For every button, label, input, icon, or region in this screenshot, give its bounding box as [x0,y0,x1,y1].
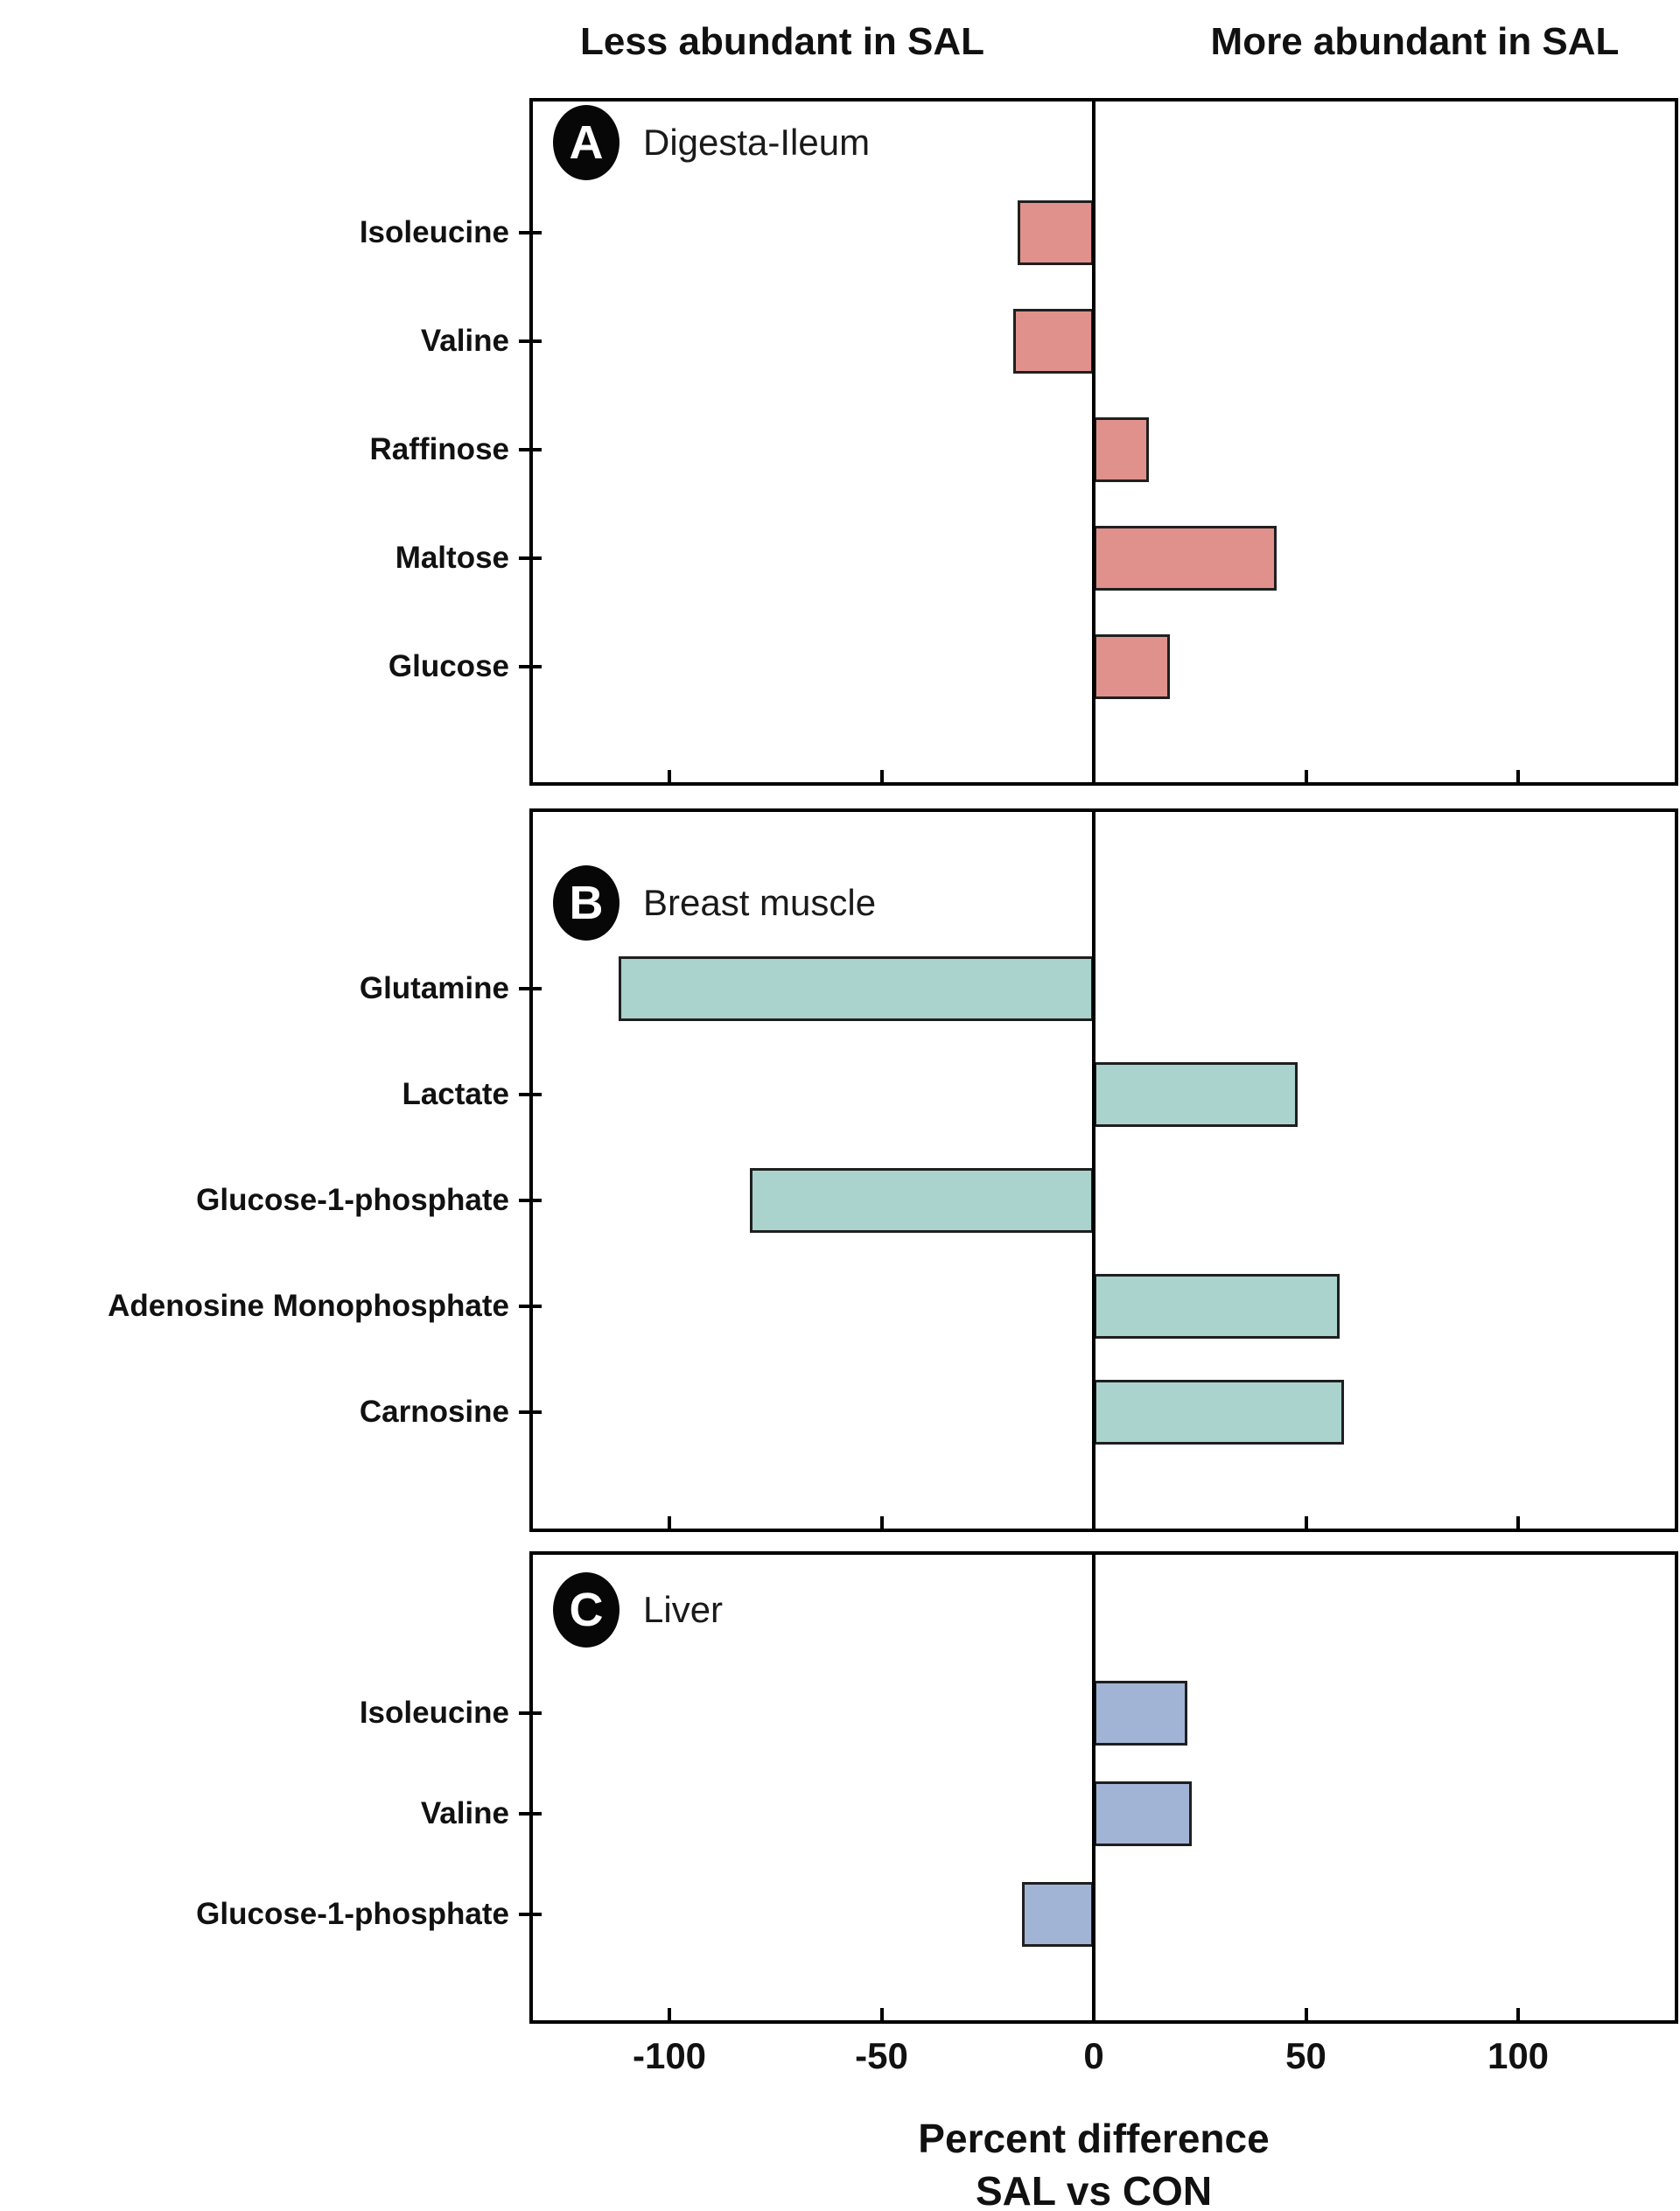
x-axis-tick [1305,1516,1308,1529]
bar [1094,1274,1340,1339]
y-axis-tick [519,1410,542,1414]
category-label: Glucose [388,649,509,683]
bar [1094,1062,1298,1127]
x-axis-title-line1: Percent difference [918,2116,1270,2161]
category-label: Maltose [395,541,509,575]
category-label: Adenosine Monophosphate [108,1289,509,1323]
y-axis-tick [519,1711,542,1715]
y-axis-tick [519,339,542,343]
panel-letter-badge: C [553,1572,620,1648]
y-axis-tick [519,987,542,990]
category-label: Raffinose [369,432,509,466]
bar [1022,1882,1094,1947]
y-axis-tick [519,1812,542,1816]
panel-title: Liver [643,1589,724,1630]
y-axis-tick [519,231,542,234]
x-axis-tick [880,2008,884,2020]
y-axis-tick [519,1913,542,1916]
panel-a-digesta-ileum [529,98,1678,786]
x-tick-label: -100 [632,2035,707,2076]
x-axis-tick [1516,1516,1520,1529]
bar [1018,200,1094,265]
x-axis-title-line2: SAL vs CON [975,2168,1213,2211]
zero-axis-line [1092,101,1096,782]
bar [1094,634,1170,699]
panel-title: Breast muscle [643,882,877,923]
category-label: Glucose-1-phosphate [196,1897,509,1931]
bar [1094,526,1277,591]
x-axis-tick [1305,2008,1308,2020]
x-axis-tick [880,770,884,782]
x-axis-tick [1516,770,1520,782]
panel-letter-badge: A [553,105,620,180]
panel-b-breast-muscle [529,808,1678,1532]
x-tick-label: 50 [1285,2035,1326,2076]
x-axis-tick [668,770,671,782]
category-label: Glutamine [359,971,509,1005]
panel-c-liver [529,1551,1678,2024]
panel-title: Digesta-Ileum [643,122,871,163]
x-tick-label: -50 [855,2035,908,2076]
category-label: Glucose-1-phosphate [196,1183,509,1217]
y-axis-tick [519,1199,542,1202]
bar [750,1168,1094,1233]
panel-letter-badge: B [553,865,620,941]
category-label: Isoleucine [359,215,509,249]
y-axis-tick [519,448,542,451]
header-more-abundant: More abundant in SAL [1210,20,1620,63]
category-label: Isoleucine [359,1696,509,1730]
bar [1013,309,1094,374]
bar [1094,1380,1344,1445]
x-tick-label: 100 [1487,2035,1550,2076]
category-label: Valine [420,324,509,358]
bar [1094,1781,1192,1846]
x-axis-tick [668,2008,671,2020]
category-label: Lactate [402,1077,509,1111]
bar [619,956,1094,1021]
zero-axis-line [1092,812,1096,1529]
y-axis-tick [519,665,542,668]
x-axis-tick [880,1516,884,1529]
x-axis-tick [1305,770,1308,782]
x-axis-tick [668,1516,671,1529]
y-axis-tick [519,1093,542,1096]
category-label: Carnosine [359,1395,509,1429]
category-label: Valine [420,1796,509,1830]
x-tick-label: 0 [1083,2035,1104,2076]
x-axis-tick [1516,2008,1520,2020]
header-less-abundant: Less abundant in SAL [579,20,985,63]
zero-axis-line [1092,1555,1096,2020]
y-axis-tick [519,556,542,560]
bar [1094,1681,1187,1746]
bar [1094,417,1149,482]
y-axis-tick [519,1305,542,1308]
